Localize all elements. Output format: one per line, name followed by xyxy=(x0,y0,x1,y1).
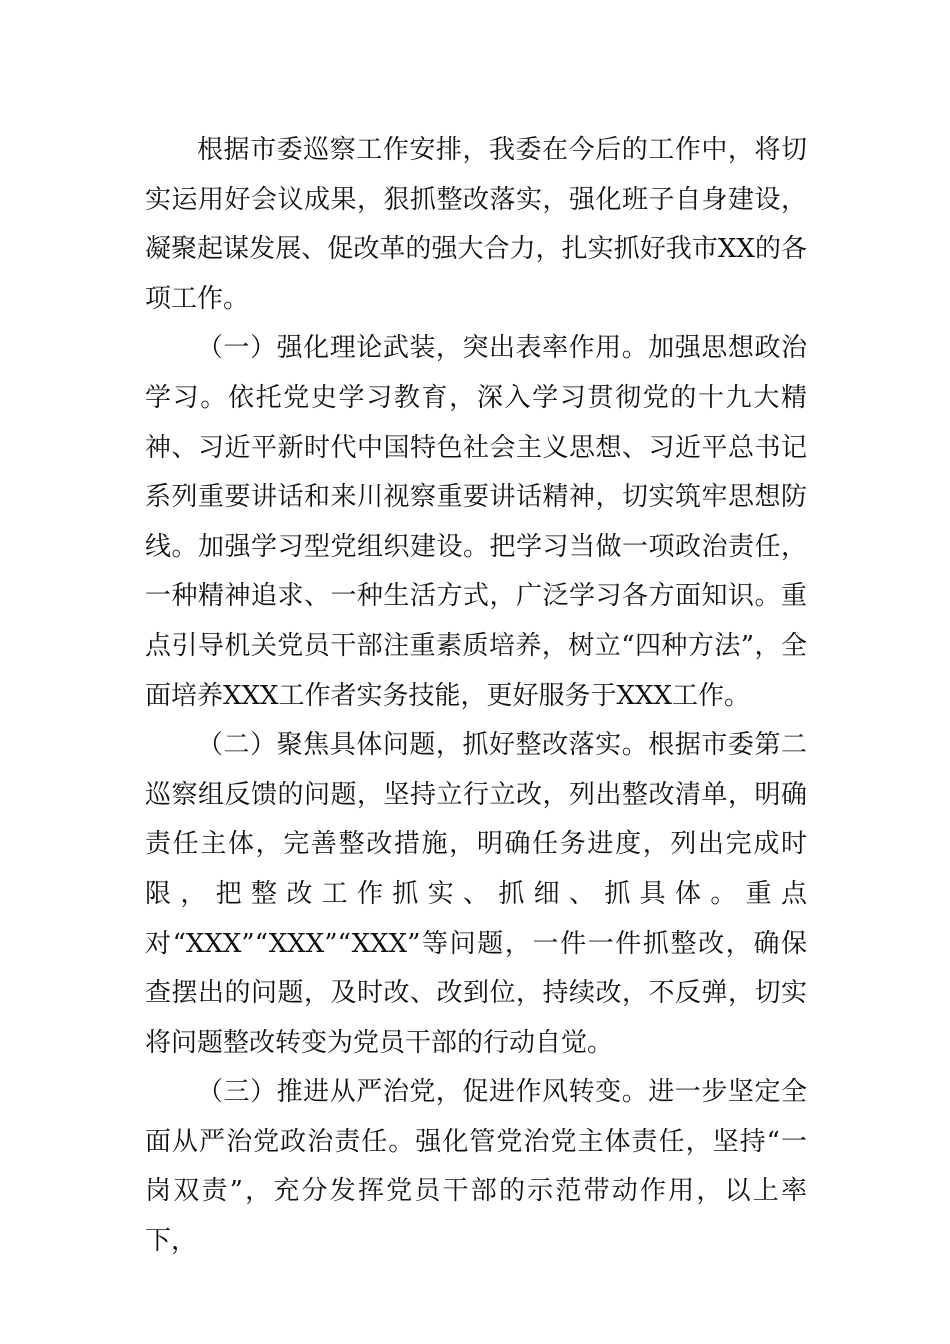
paragraph-section-3: （三）推进从严治党，促进作风转变。进一步坚定全面从严治党政治责任。强化管党治党主体责任，坚持“一岗双责”，充分发挥党员干部的示范带动作用，以上率下， xyxy=(145,1077,807,1257)
paragraph-section-2: （二）聚焦具体问题，抓好整改落实。根据市委第二巡察组反馈的问题，坚持立行立改，列出整改清单，明确责任主体，完善整改措施，明确任务进度，列出完成时限，把整改工作抓实、抓细、抓具体。重点对“XXX”“XXX”“XXX”等问题，一件一件抓整改，确保查摆出的问题，及时改、改到位，持续改，不反弹，切实将问题整改转变为党员干部的行动自觉。 xyxy=(145,730,807,1058)
paragraph-section-1: （一）强化理论武装，突出表率作用。加强思想政治学习。依托党史学习教育，深入学习贯彻党的十九大精神、习近平新时代中国特色社会主义思想、习近平总书记系列重要讲话和来川视察重要讲话精神，切实筑牢思想防线。加强学习型党组织建设。把学习当做一项政治责任，一种精神追求、一种生活方式，广泛学习各方面知识。重点引导机关党员干部注重素质培养，树立“四种方法”，全面培养XXX工作者实务技能，更好服务于XXX工作。 xyxy=(145,333,807,711)
document-body xyxy=(145,126,807,1267)
paragraph-intro: 根据市委巡察工作安排，我委在今后的工作中，将切实运用好会议成果，狠抓整改落实，强化班子自身建设，凝聚起谋发展、促改革的强大合力，扎实抓好我市XX的各项工作。 xyxy=(145,135,807,314)
